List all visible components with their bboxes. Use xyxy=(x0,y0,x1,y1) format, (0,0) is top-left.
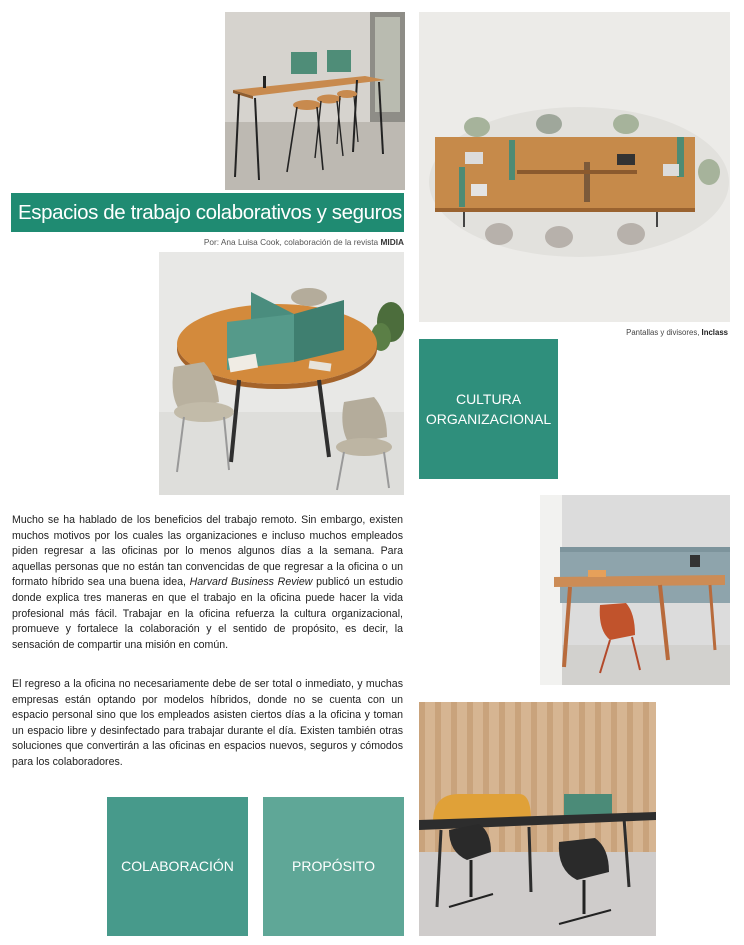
byline-source: MIDIA xyxy=(380,237,404,247)
body-paragraph-1 xyxy=(12,513,403,653)
caption-brand: Inclass xyxy=(701,328,728,337)
p1-text-end: publicó un estudio donde explica tres maneras en que el trabajo en la oficina puede hacer la vida profesional más fácil. Trabajar en la oficina refuerza la cultura organizacional, promueve y fortalece la colaboración y el sentido de propósito, es decir, la sensación de compartir una misión en común. xyxy=(12,576,403,651)
photo-bar-table xyxy=(225,12,405,190)
p1-text-start: Mucho se ha hablado de los beneficios del trabajo remoto. Sin embargo, existen muchos motivos por los cuales las organizaciones e incluso muchos empleados piden regresar a las oficinas por lo menos algunos días a la semana. Para aquellas personas que no están tan convencidas de que regresar a la oficina o un formato híbrido sea una buena idea, xyxy=(12,514,403,589)
caption-text: Pantallas y divisores, xyxy=(626,328,702,337)
photo-caption xyxy=(626,328,728,337)
photo-bench-desks xyxy=(419,702,656,936)
tile-cultura-line2: ORGANIZACIONAL xyxy=(425,411,552,427)
tile-cultura-organizacional xyxy=(419,339,558,479)
tile-proposito-label: PROPÓSITO xyxy=(292,858,375,875)
tile-colaboracion-label: COLABORACIÓN xyxy=(121,858,234,875)
byline-text: Por: Ana Luisa Cook, colaboración de la revista xyxy=(203,237,381,247)
tile-cultura-line1: CULTURA xyxy=(455,390,522,407)
article-byline xyxy=(204,237,404,247)
photo-round-table xyxy=(159,252,404,495)
body-paragraph-2: El regreso a la oficina no necesariamente debe de ser total o inmediato, y muchas empresas están optando por modelos híbridos, donde no se cuenta con un espacio personal sino que los empleados asisten ciertos días a la oficina y toman un espacio libre y desinfectado para trabajar durante el día. Existen también otras soluciones que convertirán a las oficinas en espacios nuevos, seguros y cómodos para los colaboradores. xyxy=(12,678,403,768)
article-title: Espacios de trabajo colaborativos y seguros xyxy=(18,200,402,224)
tile-colaboracion xyxy=(107,797,248,936)
photo-top-view-table xyxy=(419,12,730,322)
article-title-band xyxy=(11,193,404,232)
p1-publication: Harvard Business Review xyxy=(189,576,313,589)
photo-desk-orange-chair xyxy=(540,495,730,685)
tile-proposito xyxy=(263,797,404,936)
